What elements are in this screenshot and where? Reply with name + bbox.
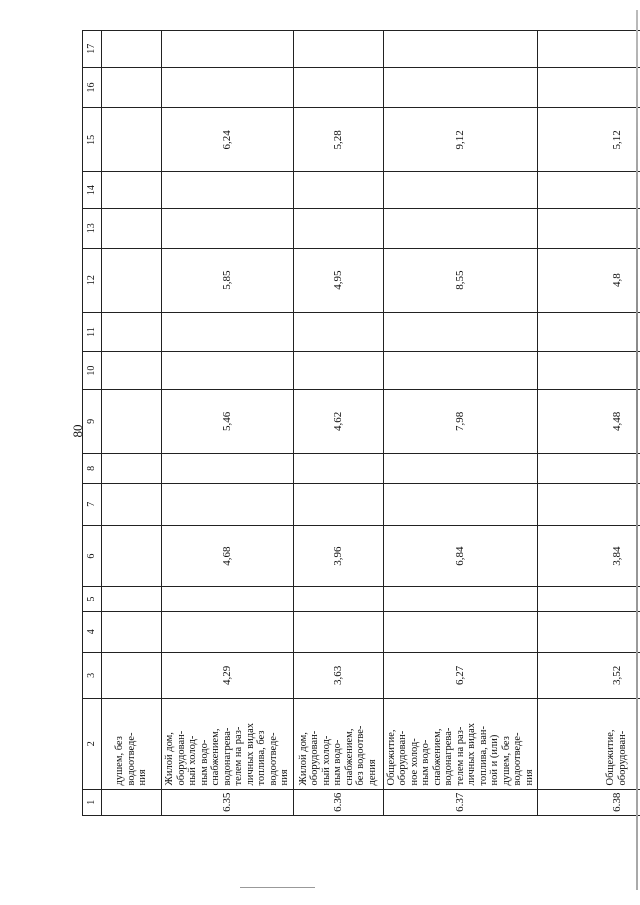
value-cell-col-16 [162, 67, 294, 108]
value-cell-col-9: 5,46 [162, 389, 294, 453]
row-description: Жилой дом, оборудован- ный холод- ным водо- снабжением, водонагрева- телем на раз- личных видах топлива, без водоотведе- ния [162, 698, 294, 789]
value-cell-col-15: 9,12 [383, 108, 538, 172]
value-cell-col-10 [102, 352, 162, 390]
value-cell-col-8 [383, 453, 538, 483]
value-cell-col-5 [538, 587, 640, 611]
value-cell-col-13 [293, 208, 383, 248]
table-row [162, 31, 294, 816]
value-cell-col-16 [538, 67, 640, 108]
value-cell-col-15 [102, 108, 162, 172]
value-cell-col-17 [538, 31, 640, 68]
value-cell-col-5 [102, 587, 162, 611]
value-cell-col-8 [538, 453, 640, 483]
value-cell-col-10 [383, 352, 538, 390]
column-number-2: 2 [83, 698, 102, 789]
value-cell-col-12 [102, 248, 162, 312]
value-cell-col-15: 5,12 [538, 108, 640, 172]
value-cell-col-11 [102, 312, 162, 352]
row-description: Жилой дом, оборудован- ный холод- ным водо- снабжением, без водоотве- дения [293, 698, 383, 789]
column-number-14: 14 [83, 172, 102, 208]
value-cell-col-16 [383, 67, 538, 108]
table-row [102, 31, 162, 816]
row-description: Общежитие, оборудован- [538, 698, 640, 789]
value-cell-col-14 [383, 172, 538, 208]
value-cell-col-9: 7,98 [383, 389, 538, 453]
column-number-5: 5 [83, 587, 102, 611]
value-cell-col-4 [383, 611, 538, 652]
value-cell-col-3: 3,63 [293, 652, 383, 698]
value-cell-col-12: 4,95 [293, 248, 383, 312]
value-cell-col-16 [293, 67, 383, 108]
value-cell-col-14 [293, 172, 383, 208]
value-cell-col-3: 4,29 [162, 652, 294, 698]
value-cell-col-11 [383, 312, 538, 352]
row-code [102, 789, 162, 815]
value-cell-col-6: 3,96 [293, 525, 383, 587]
value-cell-col-7 [102, 483, 162, 525]
value-cell-col-13 [102, 208, 162, 248]
column-number-17: 17 [83, 31, 102, 68]
value-cell-col-14 [538, 172, 640, 208]
value-cell-col-5 [293, 587, 383, 611]
tariff-table [82, 30, 640, 816]
column-number-6: 6 [83, 525, 102, 587]
scan-mark [240, 887, 315, 888]
column-number-12: 12 [83, 248, 102, 312]
row-code: 6.38 [538, 789, 640, 815]
column-number-11: 11 [83, 312, 102, 352]
value-cell-col-4 [102, 611, 162, 652]
table-row [538, 31, 640, 816]
value-cell-col-11 [162, 312, 294, 352]
value-cell-col-13 [538, 208, 640, 248]
value-cell-col-9: 4,62 [293, 389, 383, 453]
column-number-10: 10 [83, 352, 102, 390]
page-number: 80 [70, 424, 85, 438]
value-cell-col-15: 5,28 [293, 108, 383, 172]
value-cell-col-6 [102, 525, 162, 587]
value-cell-col-11 [538, 312, 640, 352]
column-number-8: 8 [83, 453, 102, 483]
value-cell-col-5 [383, 587, 538, 611]
value-cell-col-9: 4,48 [538, 389, 640, 453]
column-number-7: 7 [83, 483, 102, 525]
value-cell-col-7 [538, 483, 640, 525]
value-cell-col-10 [538, 352, 640, 390]
value-cell-col-11 [293, 312, 383, 352]
column-number-4: 4 [83, 611, 102, 652]
column-number-13: 13 [83, 208, 102, 248]
value-cell-col-4 [293, 611, 383, 652]
value-cell-col-10 [162, 352, 294, 390]
value-cell-col-17 [102, 31, 162, 68]
column-number-15: 15 [83, 108, 102, 172]
scan-edge-shadow [636, 10, 638, 890]
column-number-9: 9 [83, 389, 102, 453]
value-cell-col-5 [162, 587, 294, 611]
row-description: душем, без водоотведе- ния [102, 698, 162, 789]
row-description: Общежитие, оборудован- ное холод- ным водо- снабжением, водонагрева- телем на раз- личных видах топлива, ван- ной и (или) душем, без водоотведе- ния [383, 698, 538, 789]
value-cell-col-4 [538, 611, 640, 652]
value-cell-col-3: 3,52 [538, 652, 640, 698]
value-cell-col-9 [102, 389, 162, 453]
value-cell-col-3: 6,27 [383, 652, 538, 698]
value-cell-col-6: 3,84 [538, 525, 640, 587]
value-cell-col-7 [162, 483, 294, 525]
value-cell-col-3 [102, 652, 162, 698]
value-cell-col-16 [102, 67, 162, 108]
value-cell-col-8 [162, 453, 294, 483]
row-code: 6.37 [383, 789, 538, 815]
value-cell-col-6: 6,84 [383, 525, 538, 587]
value-cell-col-12: 8,55 [383, 248, 538, 312]
value-cell-col-15: 6,24 [162, 108, 294, 172]
value-cell-col-14 [102, 172, 162, 208]
value-cell-col-7 [383, 483, 538, 525]
value-cell-col-8 [102, 453, 162, 483]
row-code: 6.35 [162, 789, 294, 815]
value-cell-col-7 [293, 483, 383, 525]
value-cell-col-17 [162, 31, 294, 68]
value-cell-col-4 [162, 611, 294, 652]
value-cell-col-17 [383, 31, 538, 68]
table-row [293, 31, 383, 816]
value-cell-col-8 [293, 453, 383, 483]
row-code: 6.36 [293, 789, 383, 815]
value-cell-col-13 [162, 208, 294, 248]
value-cell-col-14 [162, 172, 294, 208]
value-cell-col-17 [293, 31, 383, 68]
table-row [383, 31, 538, 816]
value-cell-col-12: 5,85 [162, 248, 294, 312]
table-body [102, 31, 640, 816]
value-cell-col-6: 4,68 [162, 525, 294, 587]
value-cell-col-12: 4,8 [538, 248, 640, 312]
value-cell-col-10 [293, 352, 383, 390]
tariff-table-wrapper [82, 30, 638, 816]
value-cell-col-13 [383, 208, 538, 248]
column-number-16: 16 [83, 67, 102, 108]
column-number-1: 1 [83, 789, 102, 815]
column-number-3: 3 [83, 652, 102, 698]
column-number-row [83, 31, 102, 816]
